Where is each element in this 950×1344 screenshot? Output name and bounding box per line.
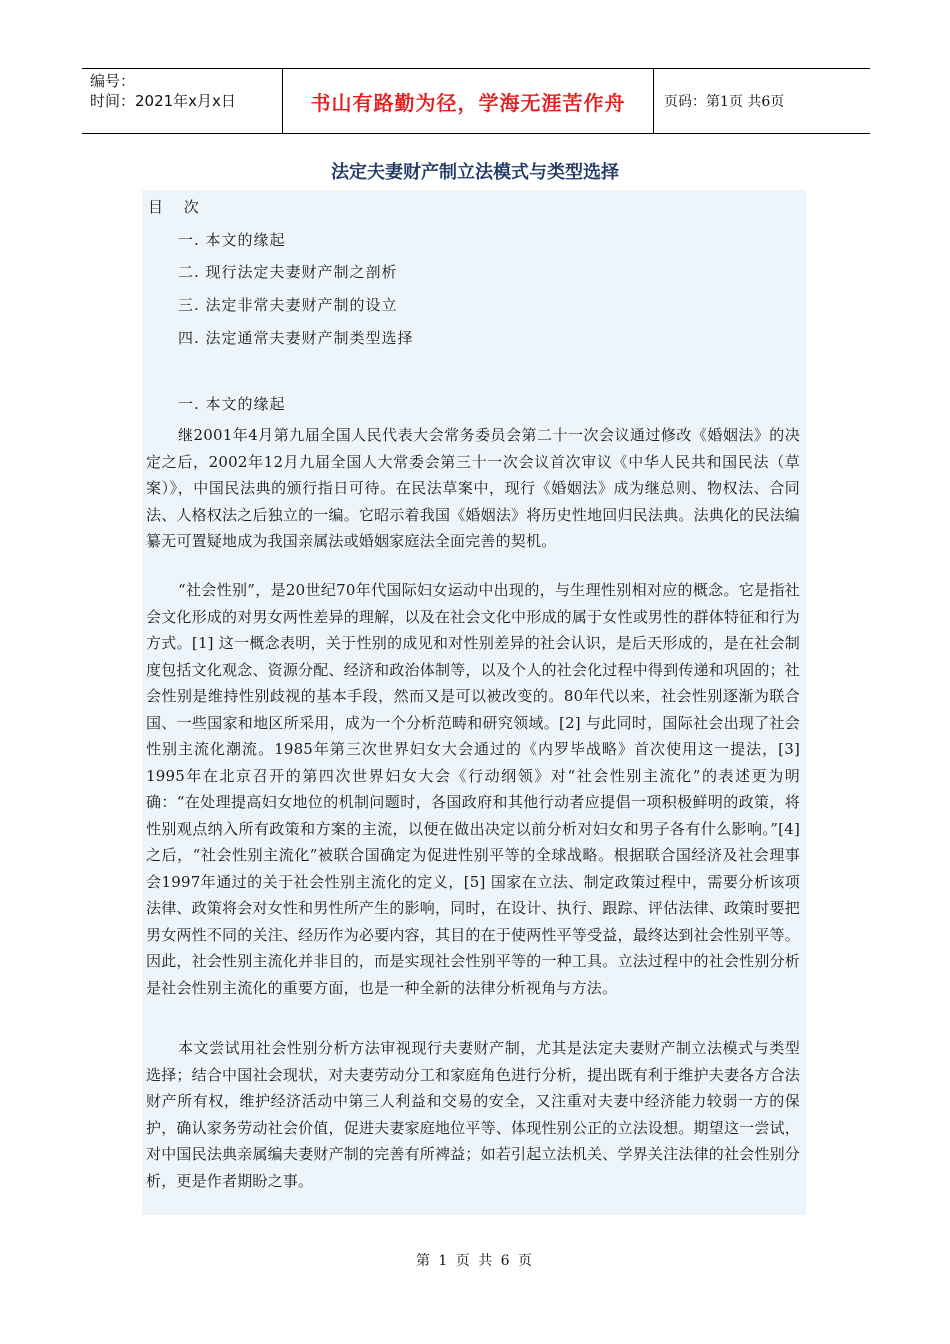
toc-item: 一. 本文的缘起 xyxy=(178,231,286,249)
number-label: 编号： xyxy=(90,72,136,90)
time-label: 时间：2021年x月x日 xyxy=(90,92,236,110)
paragraph-purpose: 本文尝试用社会性别分析方法审视现行夫妻财产制，尤其是法定夫妻财产制立法模式与类型选择；结合中国社会现状，对夫妻劳动分工和家庭角色进行分析，提出既有利于维护夫妻各方合法财产所有权，维护经济活动中第三人利益和交易的安全，又注重对夫妻中经济能力较弱一方的保护，确认家务劳动社会价值，促进夫妻家庭地位平等、体现性别公正的立法设想。期望这一尝试，对中国民法典亲属编夫妻财产制的完善有所裨益；如若引起立法机关、学界关注法律的社会性别分析，更是作者期盼之事。 xyxy=(146,1039,800,1190)
toc-item: 二. 现行法定夫妻财产制之剖析 xyxy=(178,263,398,281)
header-page-code: 页码：第1页 共6页 xyxy=(664,94,785,110)
toc-item: 四. 法定通常夫妻财产制类型选择 xyxy=(178,329,414,347)
header-motto: 书山有路勤为径，学海无涯苦作舟 xyxy=(282,69,654,133)
document-title: 法定夫妻财产制立法模式与类型选择 xyxy=(331,162,619,183)
paragraph-origin: 继2001年4月第九届全国人民代表大会常务委员会第二十一次会议通过修改《婚姻法》的决定之后，2002年12月九届全国人大常委会第三十一次会议首次审议《中华人民共和国民法（草案）》，中国民法典的颁行指日可待。在民法草案中，现行《婚姻法》成为继总则、物权法、合同法、人格权法之后独立的一编。它昭示着我国《婚姻法》将历史性地回归民法典。法典化的民法编纂无可置疑地成为我国亲属法或婚姻家庭法全面完善的契机。 xyxy=(146,426,800,550)
toc-heading: 目 次 xyxy=(148,198,207,216)
toc-item: 三. 法定非常夫妻财产制的设立 xyxy=(178,296,398,314)
section-heading: 一. 本文的缘起 xyxy=(178,395,286,413)
page-header xyxy=(82,68,870,134)
header-meta xyxy=(82,69,282,133)
page-footer: 第 1 页 共 6 页 xyxy=(415,1253,535,1269)
paragraph-gender: “社会性别”，是20世纪70年代国际妇女运动中出现的，与生理性别相对应的概念。它是指社会文化形成的对男女两性差异的理解，以及在社会文化中形成的属于女性或男性的群体特征和行为方式。[1] 这一概念表明，关于性别的成见和对性别差异的社会认识，是后天形成的，是在社会制度包括文化观念、资源分配、经济和政治体制等，以及个人的社会化过程中得到传递和巩固的；社会性别是维持性别歧视的基本手段，然而又是可以被改变的。80年代以来，社会性别逐渐为联合国、一些国家和地区所采用，成为一个分析范畴和研究领域。[2] 与此同时，国际社会出现了社会性别主流化潮流。1985年第三次世界妇女大会通过的《内罗毕战略》首次使用这一提法，[3] 1995年在北京召开的第四次世界妇女大会《行动纲领》对“社会性别主流化”的表述更为明确：“在处理提高妇女地位的机制问题时，各国政府和其他行动者应提倡一项积极鲜明的政策，将性别观点纳入所有政策和方案的主流，以便在做出决定以前分析对妇女和男子各有什么影响。”[4] 之后，“社会性别主流化”被联合国确定为促进性别平等的全球战略。根据联合国经济及社会理事会1997年通过的关于社会性别主流化的定义，[5] 国家在立法、制定政策过程中，需要分析该项法律、政策将会对女性和男性所产生的影响，同时，在设计、执行、跟踪、评估法律、政策时要把男女两性不同的关注、经历作为必要内容，其目的在于使两性平等受益，最终达到社会性别平等。因此，社会性别主流化并非目的，而是实现社会性别平等的一种工具。立法过程中的社会性别分析是社会性别主流化的重要方面，也是一种全新的法律分析视角与方法。 xyxy=(146,581,800,997)
